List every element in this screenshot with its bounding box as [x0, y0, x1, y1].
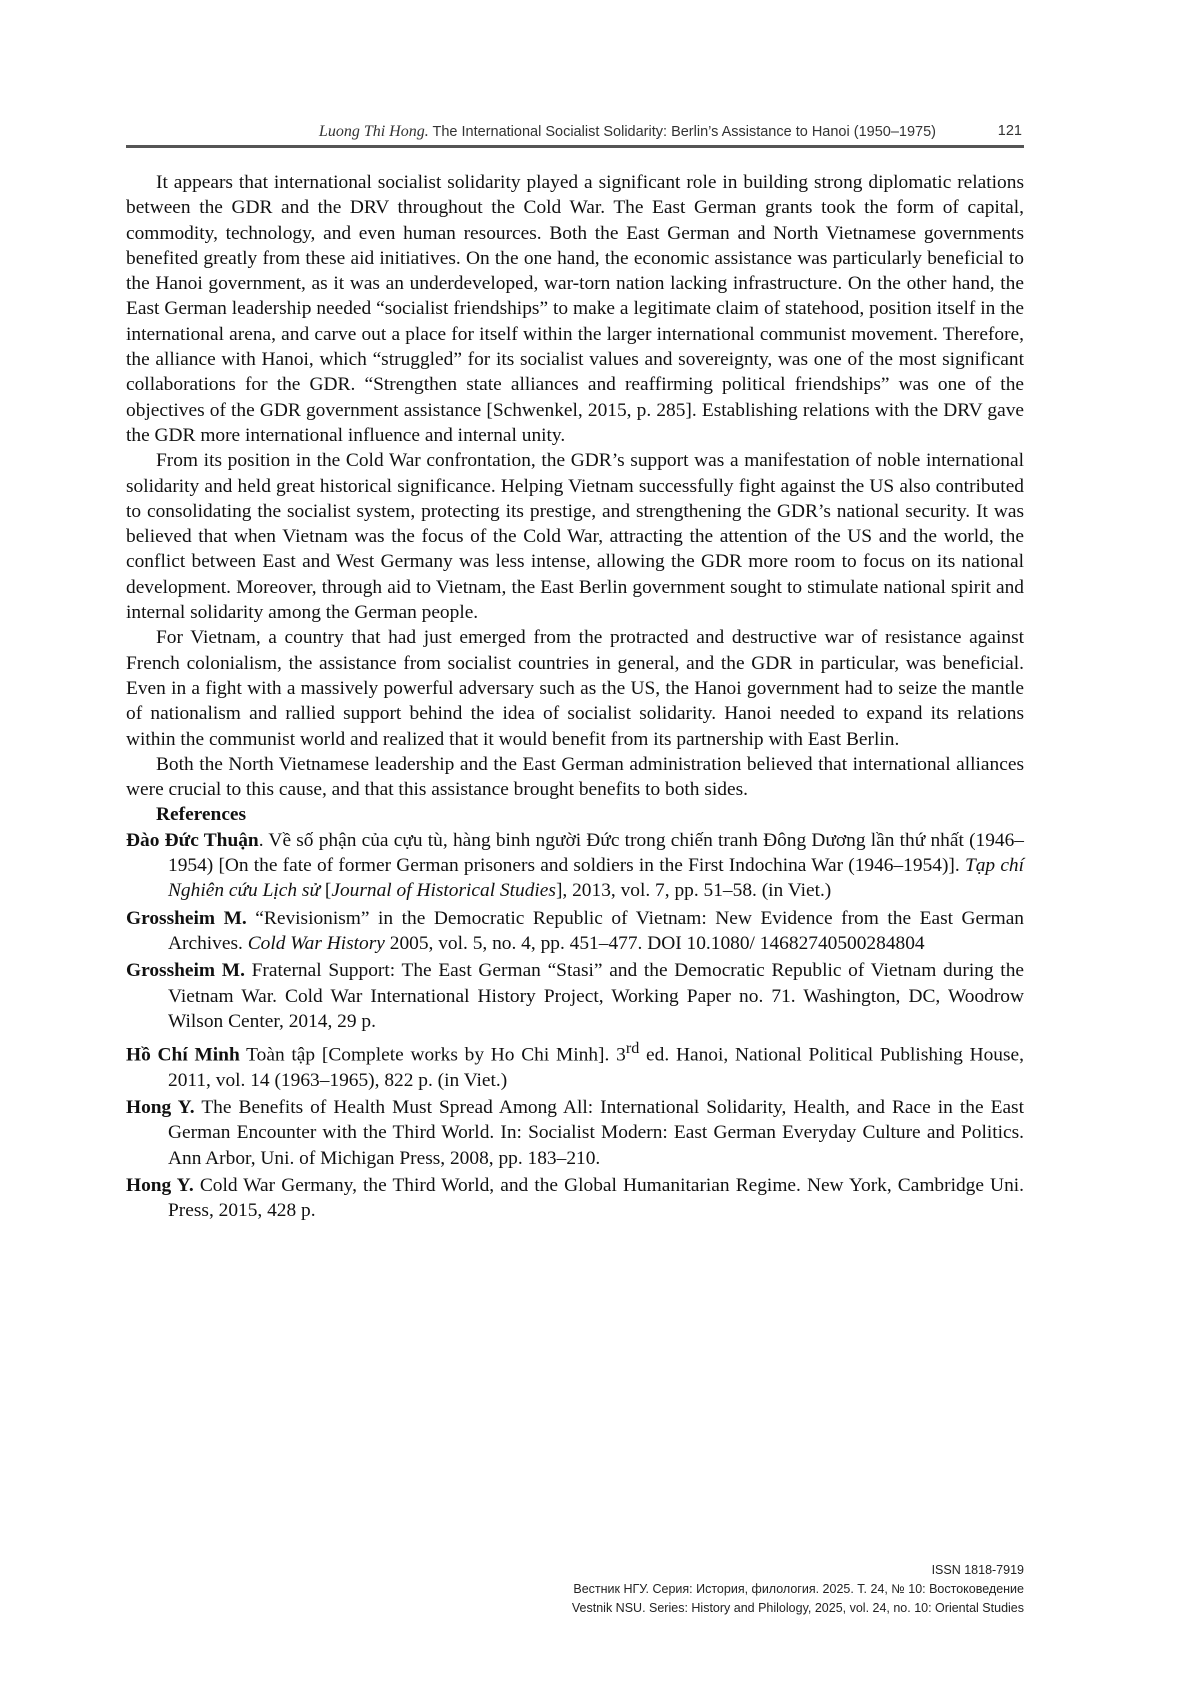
journal-name-en: Vestnik NSU. Series: History and Philology, 2025, vol. 24, no. 10: Oriental Studies — [571, 1601, 1024, 1615]
header-rule — [126, 145, 1024, 148]
page-number: 121 — [997, 123, 1022, 139]
reference-item: Hồ Chí Minh Toàn tập [Complete works by Ho Chi Minh]. 3rd ed. Hanoi, National Political Publishing House, 2011, vol. 14 (1963–1965), 822 p. (in Viet.) — [126, 1040, 1025, 1091]
article-body — [126, 170, 1024, 1226]
reference-author: Đào Đức Thuận — [126, 829, 259, 851]
reference-author: Grossheim M. — [126, 960, 245, 982]
reference-author: Hong Y. — [126, 1097, 195, 1119]
reference-author: Grossheim M. — [126, 907, 247, 929]
reference-journal-translation: Journal of Historical Studies — [331, 880, 556, 902]
reference-journal: Tạp chí Nghiên cứu Lịch sử — [168, 855, 1025, 902]
paragraph: From its position in the Cold War confrontation, the GDR’s support was a manifestation of noble international solidarity and held great historical significance. Helping Vietnam successfully fight against the US also contributed to consolidating the socialist system, protecting its prestige, and strengthening the GDR’s national security. It was believed that when Vietnam was the focus of the Cold War, attracting the attention of the US and the world, the conflict between East and West Germany was less intense, allowing the GDR more room to focus on its national development. Moreover, through aid to Vietnam, the East Berlin government sought to stimulate national spirit and internal solidarity among the German people. — [126, 450, 1024, 624]
header-author: Luong Thi Hong. — [318, 123, 429, 140]
journal-name-ru: Вестник НГУ. Серия: История, филология. 2025. Т. 24, № 10: Востоковедение — [573, 1582, 1024, 1596]
reference-item: Grossheim M. “Revisionism” in the Democratic Republic of Vietnam: New Evidence from the East German Archives. Cold War History 2005, vol. 5, no. 4, pp. 451–477. DOI 10.1080/ 14682740500284804 — [126, 907, 1024, 954]
reference-item: Hong Y. Cold War Germany, the Third World, and the Global Humanitarian Regime. New York, Cambridge Uni. Press, 2015, 428 p. — [126, 1175, 1024, 1222]
header-article-title: The International Socialist Solidarity: Berlin’s Assistance to Hanoi (1950–1975) — [432, 124, 936, 140]
reference-item: Grossheim M. Fraternal Support: The East German “Stasi” and the Democratic Republic of Vietnam during the Vietnam War. Cold War International History Project, Working Paper no. 71. Washington, DC, Woodrow Wilson Center, 2014, 29 p. — [126, 960, 1025, 1032]
journal-footer — [572, 1561, 1024, 1618]
reference-author: Hồ Chí Minh — [126, 1044, 240, 1066]
references-heading: References — [156, 804, 247, 826]
paragraph: For Vietnam, a country that had just emerged from the protracted and destructive war of resistance against French colonialism, the assistance from socialist countries in general, and the GDR in particular, was beneficial. Even in a fight with a massively powerful adversary such as the US, the Hanoi government had to seize the mantle of nationalism and rallied support behind the idea of socialist solidarity. Hanoi needed to expand its relations within the communist world and realized that it would benefit from its partnership with East Berlin. — [126, 627, 1024, 750]
reference-author: Hong Y. — [126, 1175, 194, 1197]
header-title — [319, 123, 936, 141]
issn: ISSN 1818-7919 — [931, 1563, 1024, 1577]
reference-journal: Cold War History — [247, 932, 385, 954]
paragraph: It appears that international socialist solidarity played a significant role in building strong diplomatic relations between the GDR and the DRV throughout the Cold War. The East German grants took the form of capital, commodity, technology, and even human resources. Both the East German and North Vietnamese governments benefited greatly from these aid initiatives. On the one hand, the economic assistance was particularly beneficial to the Hanoi government, as it was an underdeveloped, war-torn nation lacking infrastructure. On the other hand, the East German leadership needed “socialist friendships” to make a legitimate claim of statehood, position itself in the international arena, and carve out a place for itself within the larger international communist movement. Therefore, the alliance with Hanoi, which “struggled” for its socialist values and sovereignty, was one of the most significant collaborations for the GDR. “Strengthen state alliances and reaffirming political friendships” was one of the objectives of the GDR government assistance [Schwenkel, 2015, p. 285]. Establishing relations with the DRV gave the GDR more international influence and internal unity. — [126, 172, 1024, 446]
paragraph: Both the North Vietnamese leadership and the East German administration believed that international alliances were crucial to this cause, and that this assistance brought benefits to both sides. — [126, 753, 1024, 801]
reference-item: Đào Đức Thuận. Về số phận của cựu tù, hàng binh người Đức trong chiến tranh Đông Dương lần thứ nhất (1946–1954) [On the fate of former German prisoners and soldiers in the First Indochina War (1946–1954)]. Tạp chí Nghiên cứu Lịch sử [Journal of Historical Studies], 2013, vol. 7, pp. 51–58. (in Viet.) — [126, 829, 1025, 902]
reference-item: Hong Y. The Benefits of Health Must Spread Among All: International Solidarity, Health, and Race in the East German Encounter with the Third World. In: Socialist Modern: East German Everyday Culture and Politics. Ann Arbor, Uni. of Michigan Press, 2008, pp. 183–210. — [126, 1097, 1024, 1169]
running-header — [126, 121, 1024, 143]
